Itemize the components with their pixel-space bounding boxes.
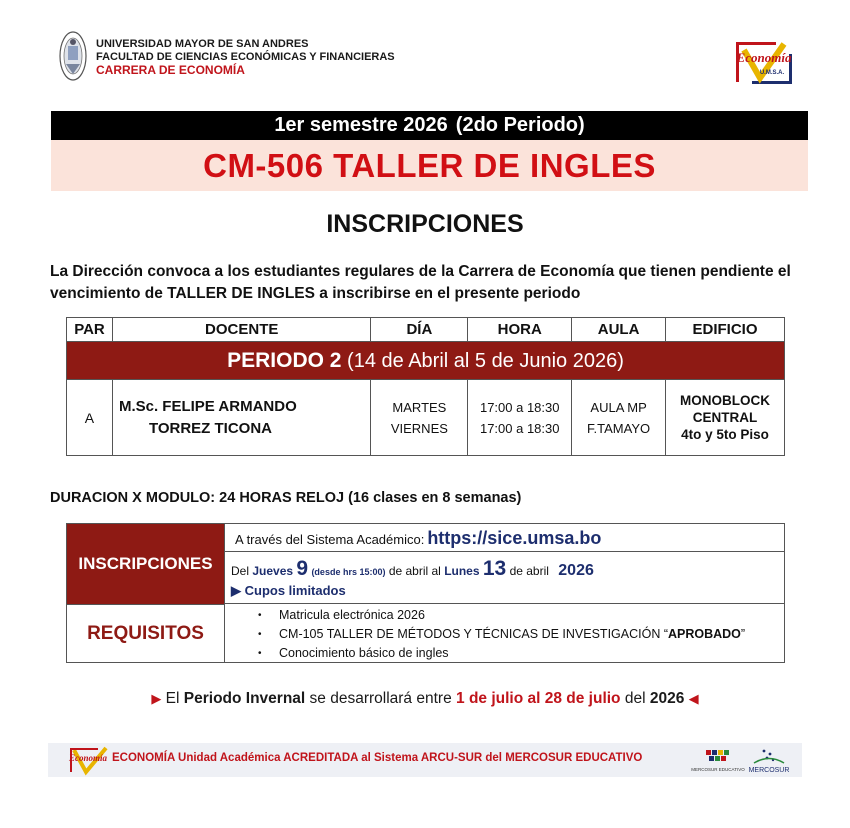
header-par: PAR [67,318,113,342]
sice-link[interactable]: https://sice.umsa.bo [427,528,602,548]
faculty-name: FACULTAD DE CIENCIAS ECONÓMICAS Y FINANCIERAS [96,51,395,63]
enrollment-box [66,523,785,663]
semester-label: 1er semestre 2026 [274,114,448,136]
end-num: 13 [482,557,507,580]
mercosur-icon [740,746,798,775]
invernal-note [0,690,850,708]
schedule-table [66,317,785,456]
period-label: PERIODO 2 [227,348,342,372]
bullet-icon: • [258,629,262,640]
edificio-line-1: MONOBLOCK [680,393,771,408]
header-edificio: EDIFICIO [666,318,785,342]
mercosur-educativo-text: MERCOSUR EDUCATIVO [691,767,745,772]
document-header [58,30,798,90]
header-hora: HORA [468,318,572,342]
cupos-limitados: ▶ Cupos limitados [231,583,346,598]
list-item [225,644,784,663]
invernal-dates: 1 de julio al 28 de julio [456,690,621,707]
de-abril-al-text: de abril al [388,564,441,578]
req2-bold: APROBADO [667,627,741,641]
aula-line-1: AULA MP [590,399,647,415]
semester-bar [51,111,808,140]
section-heading: INSCRIPCIONES [326,210,524,238]
req2-pre: CM-105 TALLER DE MÉTODOS Y TÉCNICAS DE INVESTIGACIÓN “ [279,627,668,641]
cell-hora [468,380,572,456]
university-name: UNIVERSIDAD MAYOR DE SAN ANDRES [96,38,309,50]
invernal-year: 2026 [649,690,685,707]
economia-logo-icon [730,36,798,88]
aula-line-2: F.TAMAYO [587,420,651,436]
triangle-right-icon: ▶ [151,691,162,706]
header-dia: DÍA [371,318,468,342]
edificio-line-2: CENTRAL [692,410,758,425]
requirement-text: Matricula electrónica 2026 [279,608,425,622]
mercosur-educativo-icon [691,746,745,775]
start-num: 9 [296,557,309,580]
enrollment-via-row [225,524,784,552]
header-docente: DOCENTE [112,318,371,342]
semester-period: (2do Periodo) [455,114,585,136]
list-item [225,606,784,625]
cell-par: A [67,380,113,456]
period-dates: (14 de Abril al 5 de Junio 2026) [347,349,624,372]
duration-note: DURACION X MODULO: 24 HORAS RELOJ (16 clases en 8 semanas) [50,490,522,506]
dia-line-2: VIERNES [390,420,448,436]
docente-line-2: TORREZ TICONA [148,419,273,437]
requirements-label: REQUISITOS [67,604,224,662]
intro-paragraph: La Dirección convoca a los estudiantes regulares de la Carrera de Economía que tienen pendiente el vencimiento de TALLER DE INGLES a inscribirse en el presente periodo [50,263,791,302]
requirement-text [279,627,745,641]
de-abril-text: de abril [509,564,549,578]
bullet-icon: • [258,610,262,621]
docente-line-1: M.Sc. FELIPE ARMANDO [118,397,297,415]
course-title: CM-506 TALLER DE INGLES [51,140,808,191]
footer-bar [48,743,802,777]
del-text: Del [231,564,250,578]
logo-sub: U.M.S.A. [759,70,785,76]
requirements-list [225,606,784,663]
hora-line-1: 17:00 a 18:30 [479,399,560,415]
bullet-icon: • [258,648,262,659]
invernal-text-1: El [165,690,180,707]
enrollment-dates-row [225,553,784,604]
triangle-left-icon: ◀ [688,691,699,706]
hora-line-2: 17:00 a 18:30 [479,420,560,436]
invernal-text-2: se desarrollará entre [309,690,452,707]
logo-text: Economía [736,50,792,65]
requirement-text: Conocimiento básico de ingles [279,646,449,660]
enrollment-year: 2026 [558,562,594,579]
invernal-bold-1: Periodo Invernal [183,690,306,707]
dia-line-1: MARTES [392,399,447,415]
start-day: Jueves [252,564,294,578]
edificio-line-3: 4to y 5to Piso [681,427,769,442]
cell-docente [112,380,371,456]
footer-text: ECONOMÍA Unidad Académica ACREDITADA al Sistema ARCU-SUR del MERCOSUR EDUCATIVO [112,752,643,764]
header-aula: AULA [572,318,666,342]
dates-line [231,553,784,583]
period-row [67,342,785,380]
invernal-text-3: del [624,690,646,707]
table-row [67,380,785,456]
cell-dia [371,380,468,456]
career-name: CARRERA DE ECONOMÍA [96,63,245,77]
university-name-block [96,38,395,77]
end-day: Lunes [444,564,480,578]
mercosur-text: MERCOSUR [748,767,790,774]
cell-edificio [666,380,785,456]
university-seal-icon [58,30,88,86]
period-cell [67,342,785,380]
table-header-row [67,318,785,342]
footer-logo-text: Economía [68,753,108,763]
start-time: (desde hrs 15:00) [311,567,386,577]
cell-aula [572,380,666,456]
enrollment-label: INSCRIPCIONES [67,524,224,604]
req2-post: ” [740,627,746,641]
list-item [225,625,784,644]
via-text: A través del Sistema Académico: [235,532,425,547]
